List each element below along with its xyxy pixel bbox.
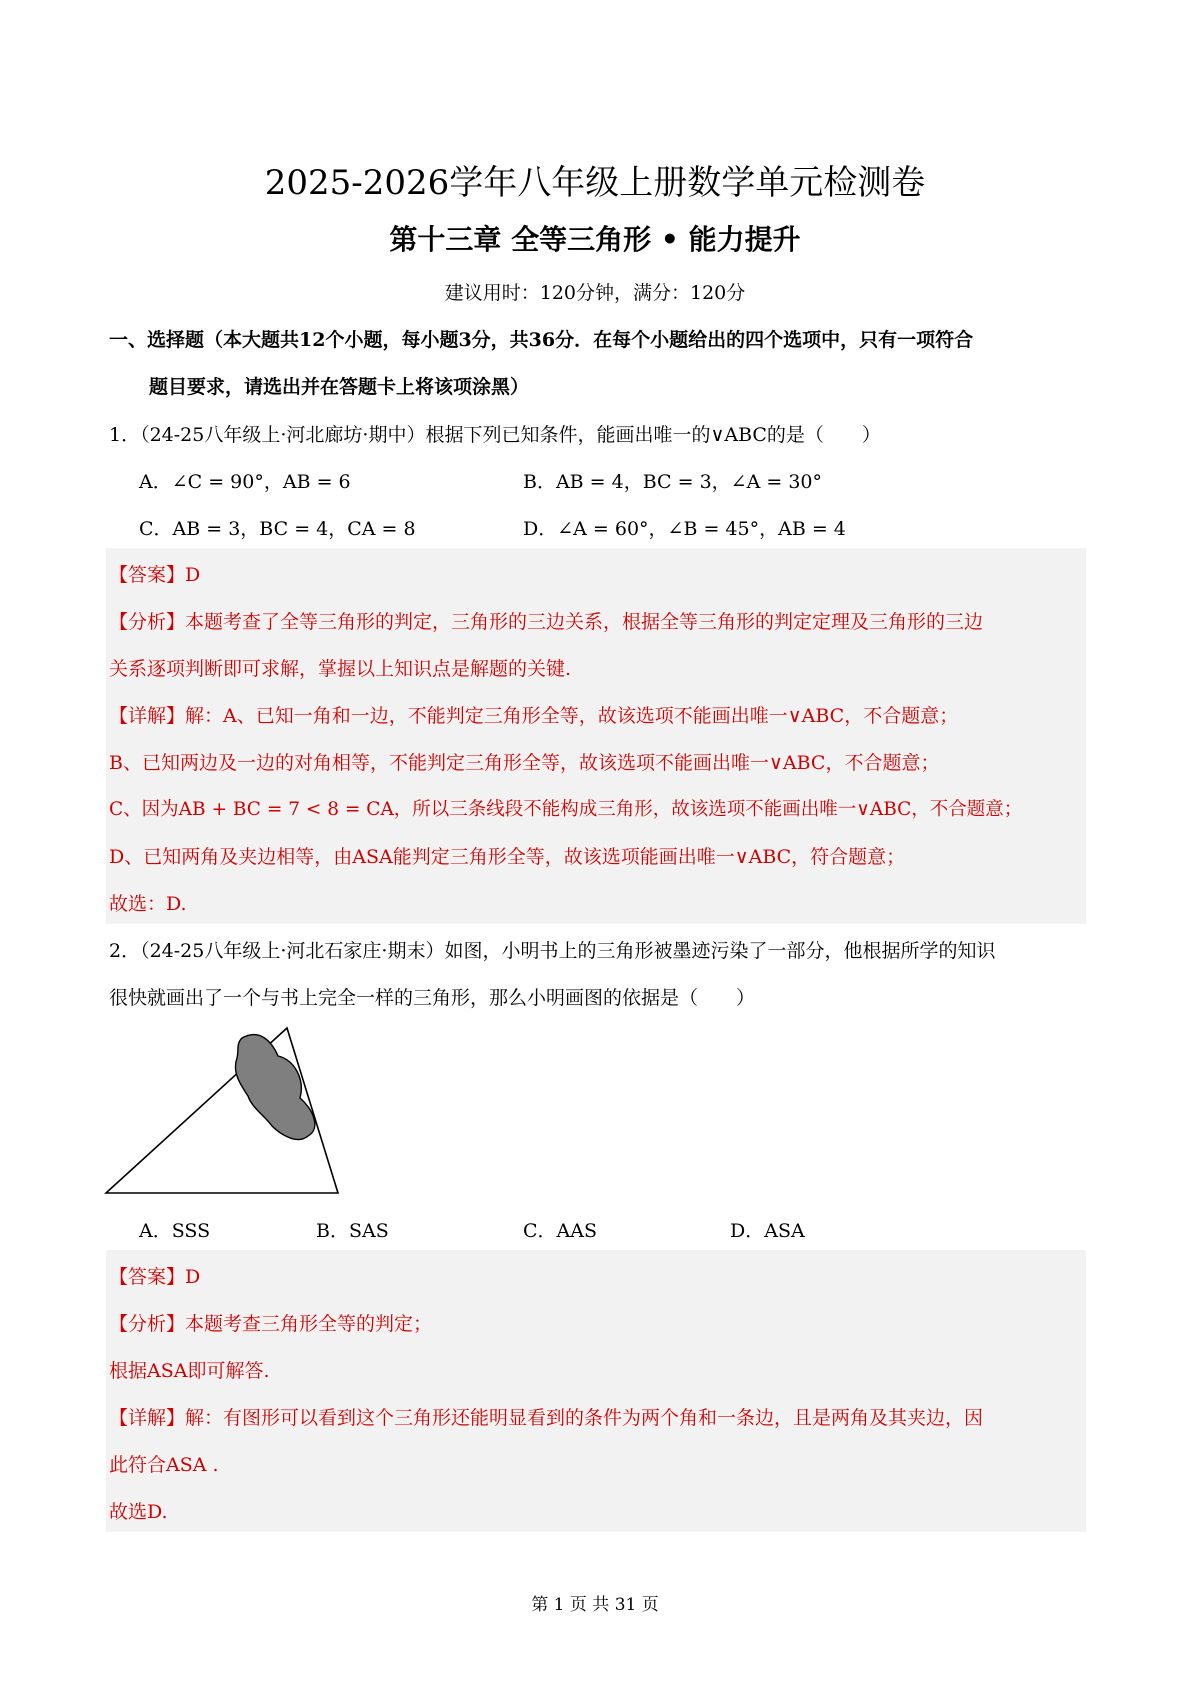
q2-option-a: A．SSS — [139, 1220, 211, 1242]
page-title: 2025-2026学年八年级上册数学单元检测卷 — [264, 163, 926, 203]
time-info: 建议用时：120分钟，满分：120分 — [444, 282, 746, 304]
chapter-subtitle: 第十三章 全等三角形 • 能力提升 — [389, 223, 801, 256]
q2-analysis-line2: 根据ASA即可解答. — [109, 1360, 270, 1382]
ink-stained-triangle-figure — [100, 1020, 340, 1200]
q2-option-d: D．ASA — [730, 1220, 805, 1242]
section-heading-line2: 题目要求，请选出并在答题卡上将该项涂黑） — [149, 376, 530, 398]
q1-detail-a: 【详解】解：A、已知一角和一边，不能判定三角形全等，故该选项不能画出唯一∨ABC，不合题意； — [109, 705, 959, 727]
q2-option-c: C．AAS — [523, 1220, 597, 1242]
q1-option-b: B．AB = 4，BC = 3，∠A = 30° — [523, 471, 822, 493]
q1-option-c: C．AB = 3，BC = 4，CA = 8 — [139, 518, 416, 540]
q2-analysis: 【分析】本题考查三角形全等的判定； — [109, 1313, 433, 1335]
q1-analysis-line2: 关系逐项判断即可求解，掌握以上知识点是解题的关键. — [109, 658, 572, 680]
q1-stem: 1．（24-25八年级上·河北廊坊·期中）根据下列已知条件，能画出唯一的∨ABC的是（ ） — [109, 424, 881, 446]
q1-detail-b: B、已知两边及一边的对角相等，不能判定三角形全等，故该选项不能画出唯一∨ABC，不合题意； — [109, 752, 940, 774]
q1-analysis-line1: 【分析】本题考查了全等三角形的判定，三角形的三边关系，根据全等三角形的判定定理及三角形的三边 — [109, 611, 984, 633]
q2-detail-line1: 【详解】解：有图形可以看到这个三角形还能明显看到的条件为两个角和一条边，且是两角及其夹边，因 — [109, 1407, 984, 1429]
q2-stem-line1: 2．（24-25八年级上·河北石家庄·期末）如图，小明书上的三角形被墨迹污染了一部分，他根据所学的知识 — [109, 940, 996, 962]
q2-detail-line2: 此符合ASA . — [109, 1454, 219, 1476]
ink-stain — [235, 1035, 314, 1140]
q2-conclusion: 故选D. — [109, 1501, 168, 1523]
q1-detail-c: C、因为AB + BC = 7 < 8 = CA，所以三条线段不能构成三角形，故该选项不能画出唯一∨ABC，不合题意； — [109, 799, 1023, 820]
q1-answer: 【答案】D — [109, 564, 201, 586]
q2-stem-line2: 很快就画出了一个与书上完全一样的三角形，那么小明画图的依据是（ ） — [109, 987, 756, 1009]
page-footer: 第 1 页 共 31 页 — [531, 1595, 659, 1615]
q2-option-b: B．SAS — [316, 1220, 389, 1242]
q1-detail-d: D、已知两角及夹边相等，由ASA能判定三角形全等，故该选项能画出唯一∨ABC，符合题意； — [109, 846, 906, 868]
q1-option-d: D．∠A = 60°，∠B = 45°，AB = 4 — [523, 518, 846, 540]
q1-option-a: A．∠C = 90°，AB = 6 — [139, 471, 351, 493]
q2-answer: 【答案】D — [109, 1266, 201, 1288]
q2-solution-box — [106, 1250, 1086, 1532]
q1-conclusion: 故选：D. — [109, 893, 187, 915]
section-heading-line1: 一、选择题（本大题共12个小题，每小题3分，共36分．在每个小题给出的四个选项中，只有一项符合 — [109, 329, 974, 351]
